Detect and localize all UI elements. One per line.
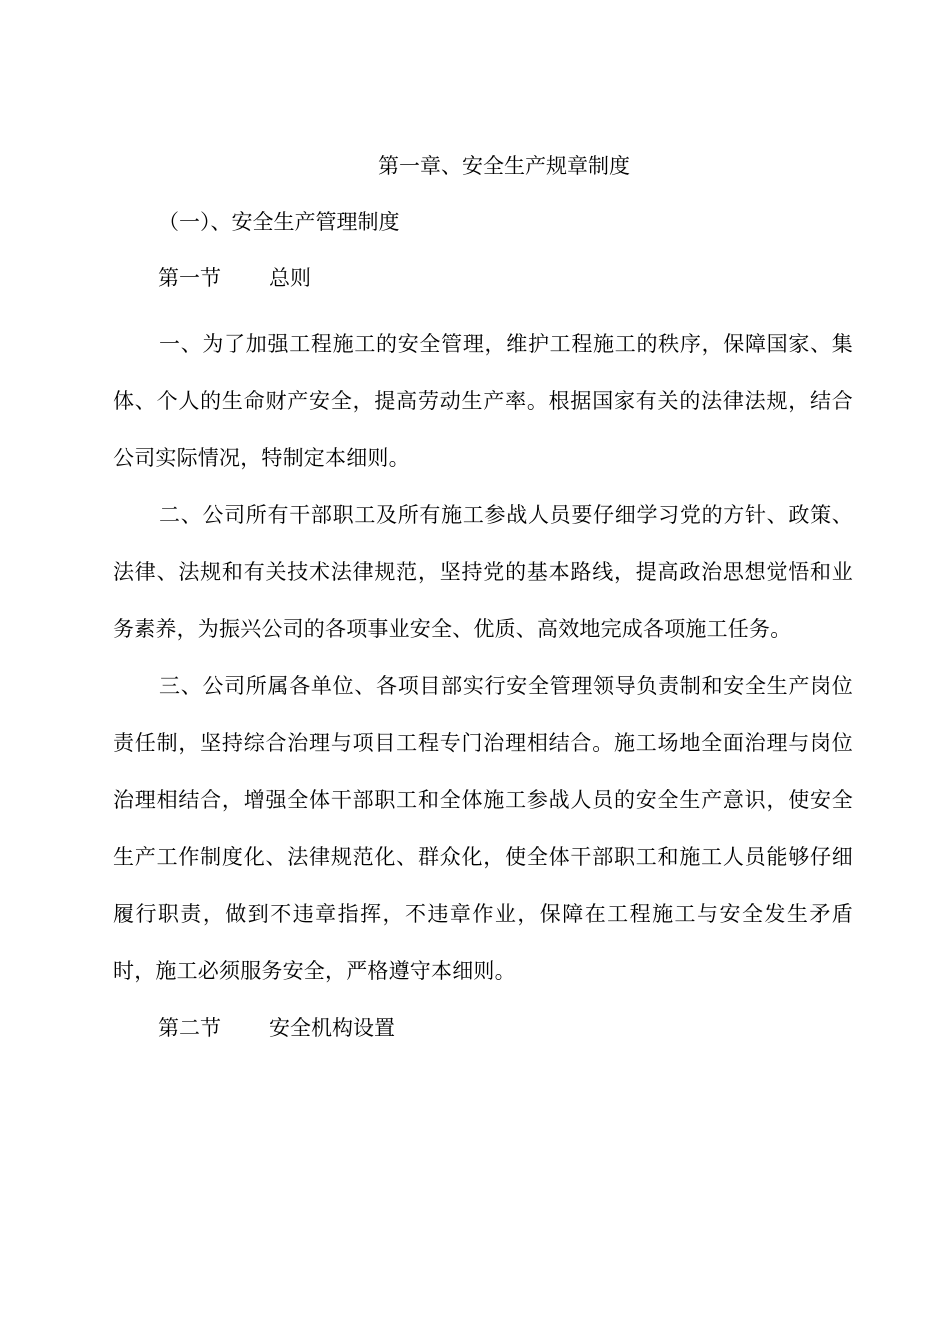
section-2-title: 安全机构设置 — [269, 1016, 395, 1040]
paragraph-3: 三、公司所属各单位、各项目部实行安全管理领导负责制和安全生产岗位责任制，坚持综合治理与项目工程专门治理相结合。施工场地全面治理与岗位治理相结合，增强全体干部职工和全体施工参战人员的安全生产意识，使安全生产工作制度化、法律规范化、群众化，使全体干部职工和施工人员能够仔细履行职责，做到不违章指挥，不违章作业，保障在工程施工与安全发生矛盾时，施工必须服务安全，严格遵守本细则。 — [113, 674, 853, 983]
document-subtitle: （一）、安全生产管理制度 — [158, 210, 400, 234]
chapter-title: 第一章、安全生产规章制度 — [378, 154, 630, 178]
section-2-label: 第二节 — [158, 1016, 221, 1040]
paragraph-1: 一、为了加强工程施工的安全管理，维护工程施工的秩序，保障国家、集体、个人的生命财产安全，提高劳动生产率。根据国家有关的法律法规，结合公司实际情况，特制定本细则。 — [113, 332, 853, 470]
document-body — [113, 148, 853, 1046]
section-1-label: 第一节 — [158, 266, 221, 290]
paragraph-2: 二、公司所有干部职工及所有施工参战人员要仔细学习党的方针、政策、法律、法规和有关技术法律规范，坚持党的基本路线，提高政治思想觉悟和业务素养，为振兴公司的各项事业安全、优质、高效地完成各项施工任务。 — [113, 503, 853, 641]
section-heading-2 — [113, 1010, 853, 1046]
section-heading-1 — [113, 260, 853, 296]
section-1-title: 总则 — [269, 266, 311, 290]
